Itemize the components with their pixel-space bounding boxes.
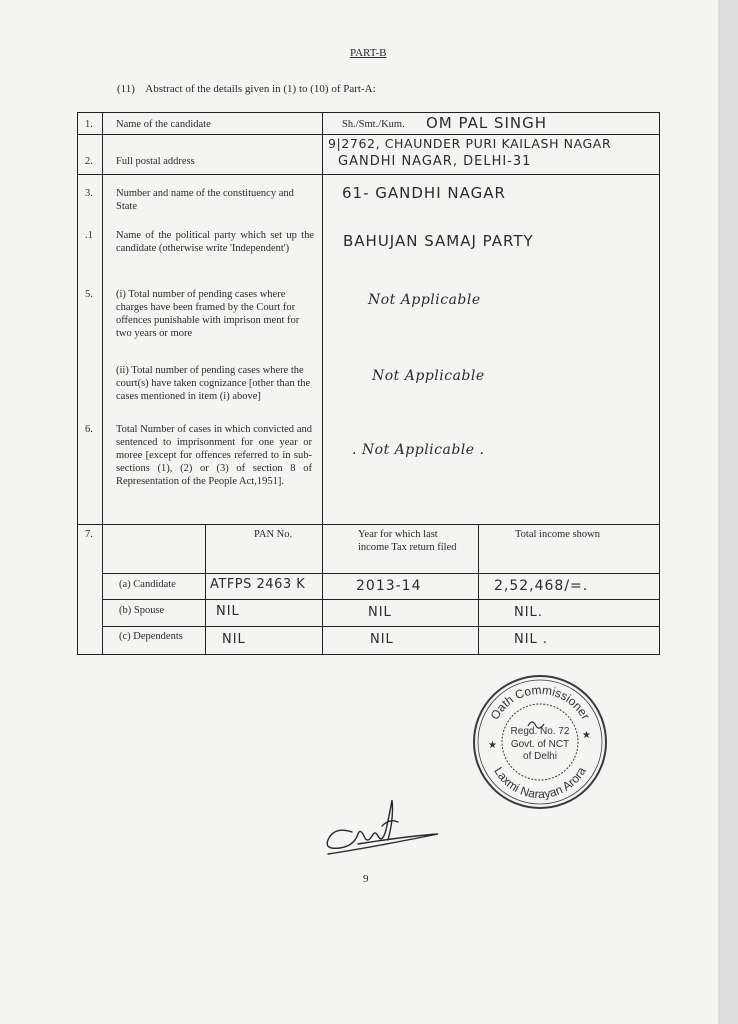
spouse-year: NIL [368,605,392,620]
candidate-income: 2,52,468/=. [494,578,589,594]
row-5-number: 5. [85,289,93,300]
row-2-label: Full postal address [116,156,195,167]
part-heading: PART-B [350,47,387,59]
spouse-pan: NIL [216,604,240,619]
row-6-label: Total Number of cases in which convicted and sentenced to imprisonment for one year or moree [except for offences referred to in sub-sections (1), (2) or (3) of section 8 of Representation of the People Act,1951]. [116,424,312,487]
abstract-heading: (11) Abstract of the details given in (1) to (10) of Part-A: [117,83,376,95]
pending-cases-ii-value: Not Applicable [372,368,485,384]
candidate-year: 2013-14 [356,578,422,594]
page-edge [718,0,738,1024]
row-6-number: 6. [85,424,93,435]
row-3-number: 3. [85,188,93,199]
row-4-label: Name of the political party which set up the candidate (otherwise write 'Independent') [116,230,314,254]
stamp-bottom-text: Laxmi Narayan Arora [491,764,589,802]
candidate-label: (a) Candidate [119,579,176,590]
pending-cases-i-value: Not Applicable [368,292,481,308]
dependents-label: (c) Dependents [119,631,183,642]
svg-text:★: ★ [488,740,497,751]
dependents-year: NIL [370,632,394,647]
postal-address-line-2: GANDHI NAGAR, DELHI-31 [338,154,532,169]
oath-commissioner-stamp [470,672,610,812]
candidate-pan: ATFPS 2463 K [210,577,306,592]
svg-text:Oath Commissioner [488,683,593,722]
postal-address-line-1: 9|2762, CHAUNDER PURI KAILASH NAGAR [328,136,612,151]
row-1-number: 1. [85,119,93,130]
page-number: 9 [363,873,369,885]
pan-column-header: PAN No. [254,529,293,540]
row-5-label-i: (i) Total number of pending cases where charges have been framed by the Court for offences punishable with imprison ment for two years or more [116,289,300,339]
stamp-line-1: Regd. No. 72 [510,726,570,737]
row-2-number: 2. [85,156,93,167]
svg-text:★: ★ [582,730,591,741]
row-1-label: Name of the candidate [116,119,211,130]
year-column-header: Year for which last income Tax return filed [358,529,457,553]
income-column-header: Total income shown [515,529,600,540]
candidate-name: OM PAL SINGH [426,114,548,132]
constituency-value: 61- GANDHI NAGAR [342,184,506,202]
party-value: BAHUJAN SAMAJ PARTY [343,232,534,250]
svg-text:Laxmi Narayan Arora [491,764,589,801]
stamp-line-3: of Delhi [523,751,557,762]
dependents-income: NIL . [514,632,549,647]
row-3-label: Number and name of the constituency and State [116,188,294,212]
convicted-cases-value: . Not Applicable . [352,442,485,458]
row-1-prefix: Sh./Smt./Kum. [342,119,405,130]
row-5-label-ii: (ii) Total number of pending cases where the court(s) have taken cognizance [other than the cases mentioned in item (i) above] [116,365,311,402]
row-4-number: .1 [85,230,93,241]
spouse-label: (b) Spouse [119,605,165,616]
stamp-line-2: Govt. of NCT [510,739,570,750]
spouse-income: NIL. [514,605,543,620]
stamp-top-text: Oath Commissioner [487,682,593,723]
dependents-pan: NIL [222,632,246,647]
row-7-number: 7. [85,529,93,540]
signature [312,786,452,862]
